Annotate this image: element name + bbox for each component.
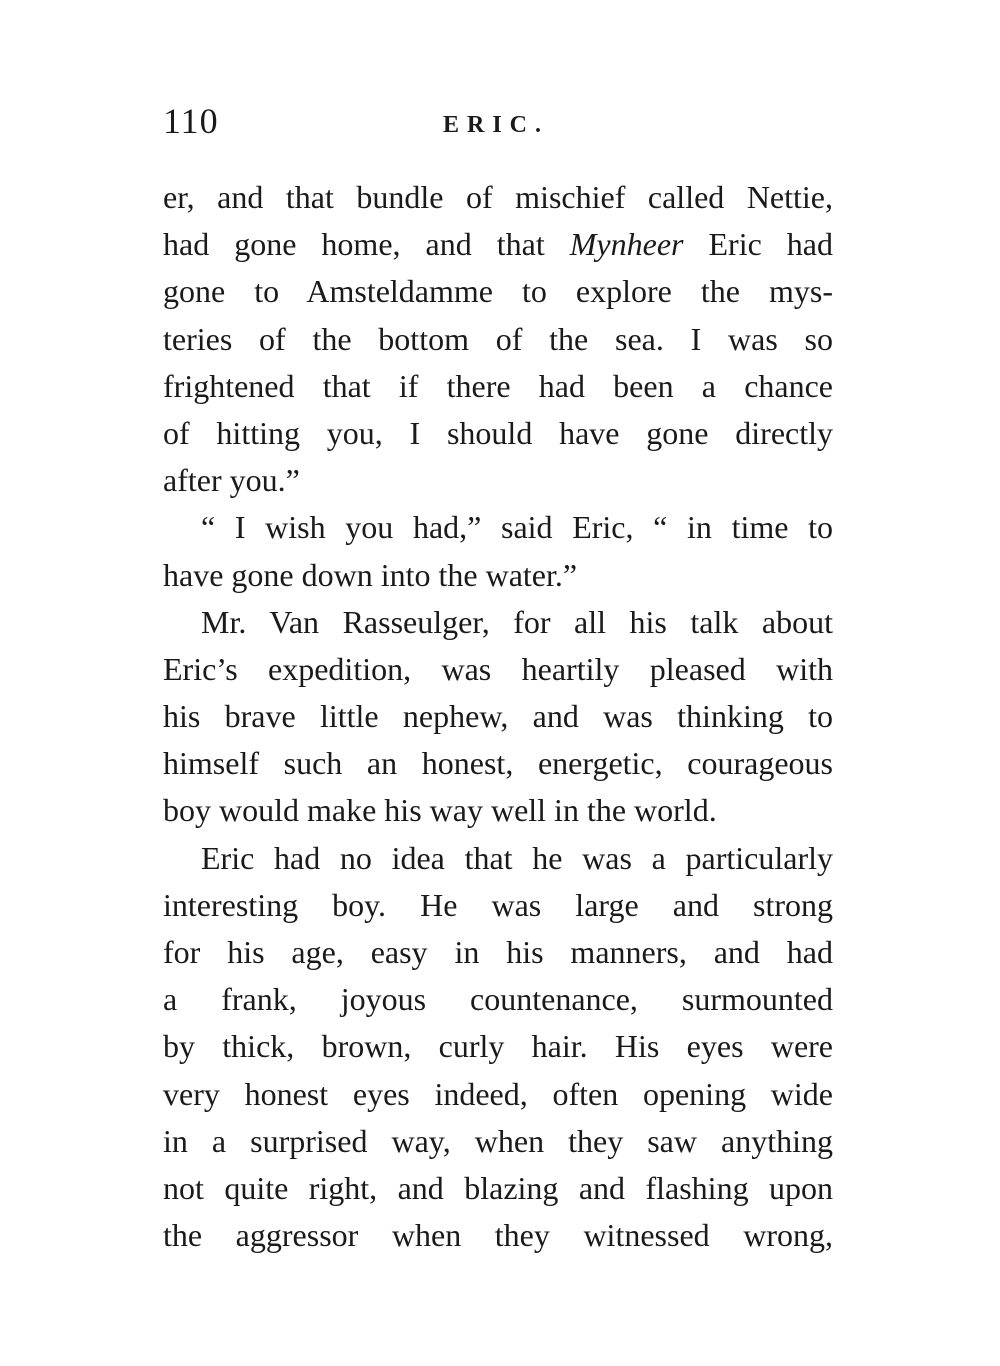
text-line: Eric’s expedition, was heartily pleased with bbox=[163, 650, 833, 687]
text-line: in a surprised way, when they saw anything bbox=[163, 1122, 833, 1159]
text-line bbox=[163, 221, 833, 268]
page-header bbox=[163, 96, 833, 146]
text-line: for his age, easy in his manners, and had bbox=[163, 934, 833, 970]
page-number: 110 bbox=[163, 101, 219, 141]
text-fragment: had gone home, and that bbox=[163, 226, 545, 263]
body-text bbox=[163, 174, 833, 1259]
italic-word: Mynheer bbox=[569, 226, 684, 263]
text-line: Mr. Van Rasseulger, for all his talk about bbox=[201, 603, 833, 640]
text-line: the aggressor when they witnessed wrong, bbox=[163, 1217, 833, 1254]
text-line: “ I wish you had,” said Eric, “ in time to bbox=[201, 509, 833, 546]
text-line: after you.” bbox=[163, 462, 300, 499]
running-title: ERIC. bbox=[443, 112, 550, 138]
text-line: boy would make his way well in the world. bbox=[163, 792, 717, 829]
text-line: a frank, joyous countenance, surmounted bbox=[163, 981, 833, 1018]
text-line: er, and that bundle of mischief called Nettie, bbox=[163, 179, 833, 215]
text-line: interesting boy. He was large and strong bbox=[163, 886, 833, 923]
text-line: his brave little nephew, and was thinking to bbox=[163, 698, 833, 735]
text-line: himself such an honest, energetic, courageous bbox=[163, 745, 833, 782]
text-line: have gone down into the water.” bbox=[163, 556, 578, 593]
text-line: very honest eyes indeed, often opening wide bbox=[163, 1075, 833, 1112]
text-line: by thick, brown, curly hair. His eyes were bbox=[163, 1028, 833, 1065]
text-fragment: Eric had bbox=[708, 226, 833, 263]
text-line: gone to Amsteldamme to explore the mys- bbox=[163, 273, 833, 310]
text-line: frightened that if there had been a chance bbox=[163, 367, 833, 404]
text-line: Eric had no idea that he was a particularly bbox=[201, 839, 833, 876]
text-line: of hitting you, I should have gone directly bbox=[163, 414, 833, 451]
text-line: teries of the bottom of the sea. I was so bbox=[163, 320, 833, 357]
text-line: not quite right, and blazing and flashing upon bbox=[163, 1169, 833, 1206]
